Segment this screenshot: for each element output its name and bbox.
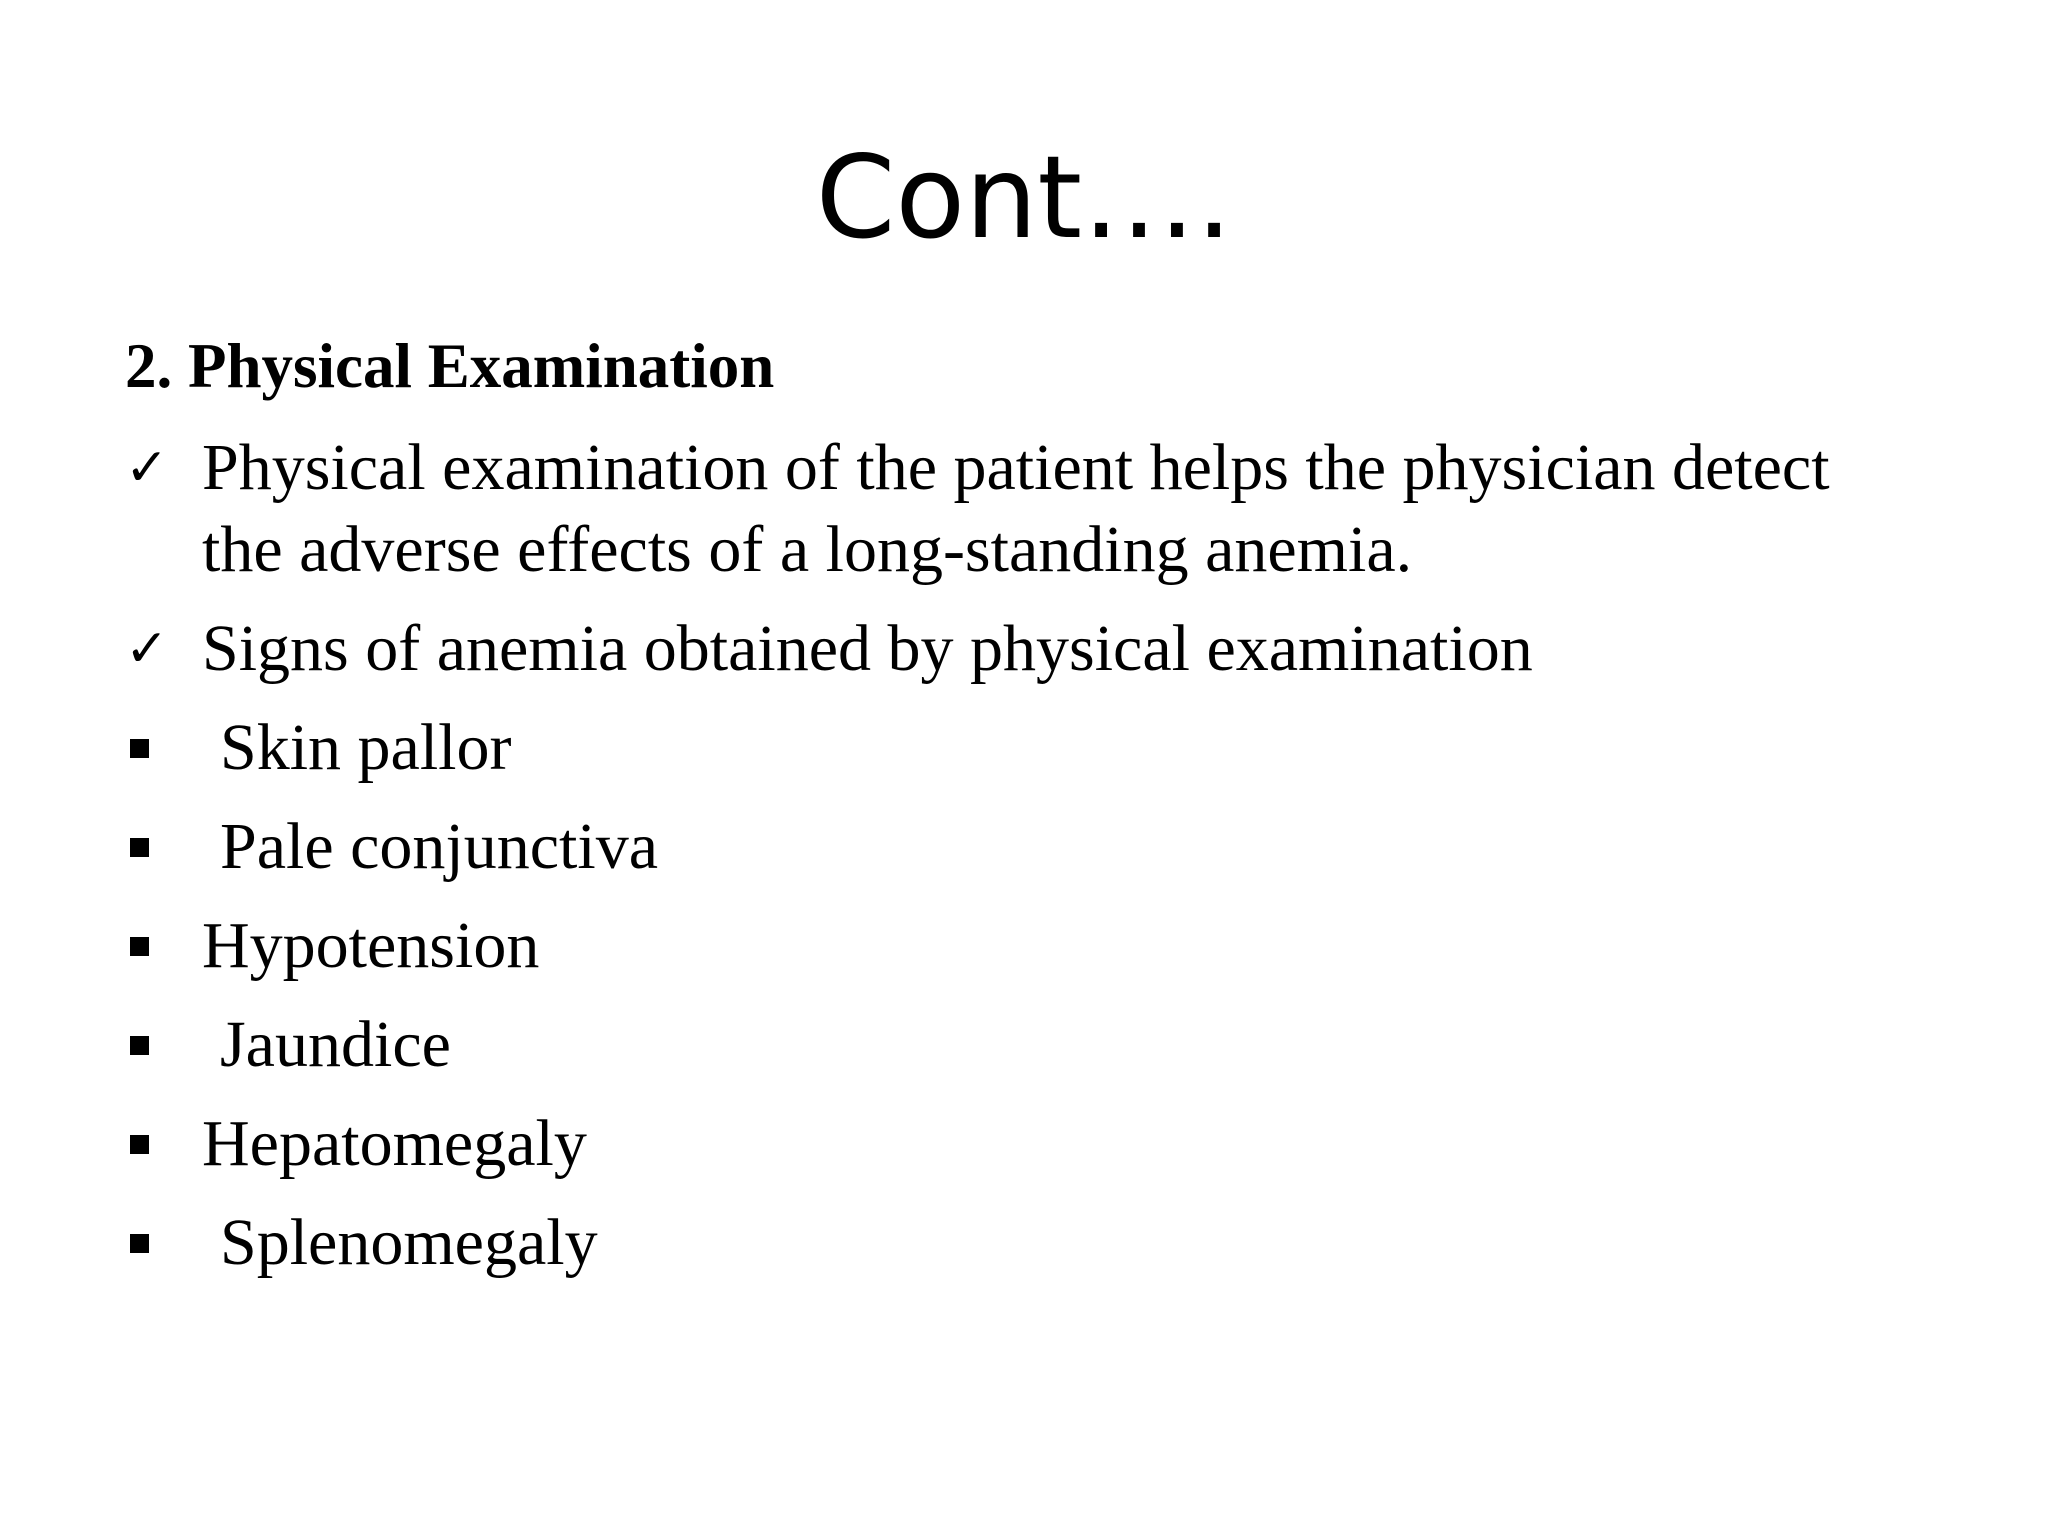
list-item-splenomegaly [125, 1202, 598, 1284]
list-item-hepatomegaly [125, 1103, 587, 1185]
check-item-signs-of-anemia [125, 608, 1533, 690]
square-bullet-icon [130, 937, 149, 956]
list-item-skin-pallor [125, 707, 512, 789]
square-bullet-icon [130, 838, 149, 857]
square-bullet-icon [130, 1135, 149, 1154]
list-item-text: Pale conjunctiva [220, 810, 659, 883]
check-item-line: Physical examination of the patient helps the physician detect [202, 431, 1830, 504]
section-heading: 2. Physical Examination [125, 331, 775, 401]
list-item-text: Hypotension [202, 909, 540, 982]
square-bullet-icon [130, 1234, 149, 1253]
list-item-pale-conjunctiva [125, 806, 658, 888]
check-item-line: Signs of anemia obtained by physical examination [202, 612, 1533, 685]
list-item-text: Hepatomegaly [202, 1107, 587, 1180]
square-bullet-icon [130, 739, 149, 758]
check-item-physical-examination [125, 427, 1830, 591]
square-bullet-icon [130, 1036, 149, 1055]
list-item-text: Skin pallor [220, 711, 512, 784]
check-icon: ✓ [125, 619, 169, 679]
check-icon: ✓ [125, 438, 169, 498]
list-item-text: Splenomegaly [220, 1206, 598, 1279]
list-item-hypotension [125, 905, 539, 987]
slide-title: Cont…. [815, 131, 1233, 264]
list-item-jaundice [125, 1004, 451, 1086]
check-item-line: the adverse effects of a long-standing anemia. [202, 513, 1413, 586]
list-item-text: Jaundice [220, 1008, 451, 1081]
